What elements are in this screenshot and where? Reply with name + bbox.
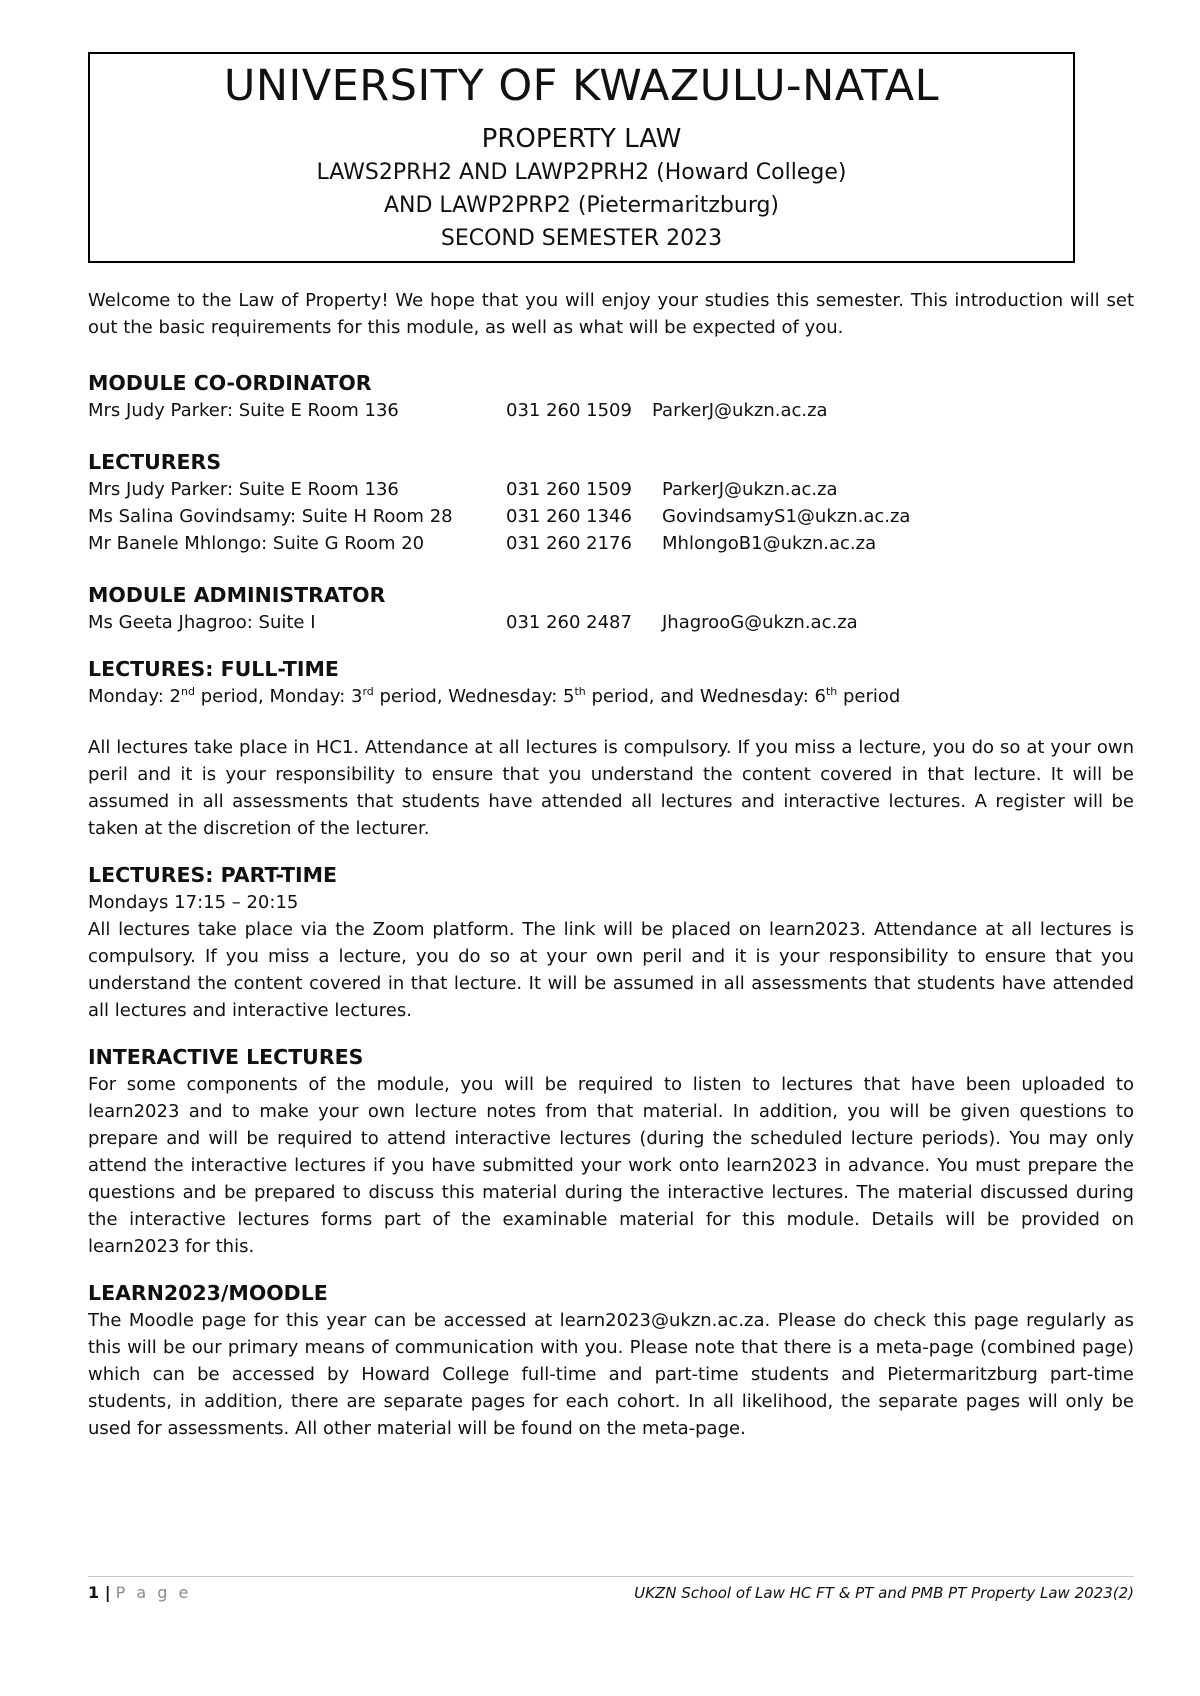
coordinator-row	[88, 397, 1134, 424]
contact-phone: 031 260 2176	[506, 533, 632, 554]
title-box	[88, 52, 1075, 263]
intro-paragraph: Welcome to the Law of Property! We hope that you will enjoy your studies this semester. This introduction will set out the basic requirements for this module, as well as what will be expected of you.	[88, 290, 1134, 338]
lecturers-heading: LECTURERS	[88, 450, 222, 474]
footer-document-title: UKZN School of Law HC FT & PT and PMB PT Property Law 2023(2)	[634, 1584, 1134, 1602]
page-footer	[88, 1576, 1134, 1604]
lectures-parttime-time: Mondays 17:15 – 20:15	[88, 892, 299, 913]
footer-page-label	[88, 1582, 191, 1604]
contact-phone: 031 260 2487	[506, 612, 632, 633]
contact-name: Ms Salina Govindsamy: Suite H Room 28	[88, 506, 453, 527]
lecturer-row	[88, 476, 1134, 503]
module-codes-line2: AND LAWP2PRP2 (Pietermaritzburg)	[383, 193, 780, 218]
interactive-lectures-heading: INTERACTIVE LECTURES	[88, 1045, 364, 1069]
lectures-parttime-section	[88, 861, 1134, 1024]
learn-moodle-heading: LEARN2023/MOODLE	[88, 1281, 328, 1305]
administrator-heading: MODULE ADMINISTRATOR	[88, 583, 386, 607]
learn-moodle-text: The Moodle page for this year can be accessed at learn2023@ukzn.ac.za. Please do check this page regularly as this will be our primary means of communication with you. Please note that there is a meta-page (combined page) which can be accessed by Howard College full-time and part-time students and Pietermaritzburg part-time students, in addition, there are separate pages for each cohort. In all likelihood, the separate pages will only be used for assessments. All other material will be found on the meta-page.	[88, 1310, 1134, 1439]
lecturer-row	[88, 530, 1134, 557]
page-number: 1 |	[88, 1583, 111, 1602]
lecture-schedule: Monday: 2nd period, Monday: 3rd period, Wednesday: 5th period, and Wednesday: 6th period	[88, 685, 901, 707]
contact-phone: 031 260 1509	[506, 400, 632, 421]
lecturer-row	[88, 503, 1134, 530]
contact-name: Mr Banele Mhlongo: Suite G Room 20	[88, 533, 425, 554]
administrator-row	[88, 609, 1134, 636]
contact-name: Mrs Judy Parker: Suite E Room 136	[88, 400, 399, 421]
contact-email: ParkerJ@ukzn.ac.za	[652, 400, 828, 421]
lectures-fulltime-section	[88, 655, 1134, 842]
lectures-fulltime-heading: LECTURES: FULL-TIME	[88, 657, 339, 681]
page-word: P a g e	[115, 1583, 192, 1602]
contact-name: Mrs Judy Parker: Suite E Room 136	[88, 479, 399, 500]
contact-phone: 031 260 1346	[506, 506, 632, 527]
lecturers-section	[88, 448, 1134, 557]
lectures-fulltime-text: All lectures take place in HC1. Attendance at all lectures is compulsory. If you miss a lecture, you do so at your own peril and it is your responsibility to ensure that you understand the content covered in that lecture. It will be assumed in all assessments that students have attended all lectures and interactive lectures. A register will be taken at the discretion of the lecturer.	[88, 737, 1134, 839]
contact-email: ParkerJ@ukzn.ac.za	[662, 479, 838, 500]
coordinator-heading: MODULE CO-ORDINATOR	[88, 371, 372, 395]
administrator-section	[88, 581, 1134, 636]
module-title: PROPERTY LAW	[481, 124, 682, 154]
university-title: UNIVERSITY OF KWAZULU-NATAL	[223, 61, 940, 111]
lectures-parttime-heading: LECTURES: PART-TIME	[88, 863, 337, 887]
lectures-parttime-text: All lectures take place via the Zoom platform. The link will be placed on learn2023. Attendance at all lectures is compulsory. If you miss a lecture, you do so at your own peril and it is your responsibility to ensure that you understand the content covered in that lecture. It will be assumed in all assessments that students have attended all lectures and interactive lectures.	[88, 919, 1134, 1021]
interactive-lectures-section	[88, 1043, 1134, 1260]
contact-email: GovindsamyS1@ukzn.ac.za	[662, 506, 911, 527]
coordinator-section	[88, 369, 1134, 424]
document-page	[88, 52, 1134, 1442]
contact-email: MhlongoB1@ukzn.ac.za	[662, 533, 877, 554]
module-codes-line1: LAWS2PRH2 AND LAWP2PRH2 (Howard College)	[316, 160, 847, 185]
contact-phone: 031 260 1509	[506, 479, 632, 500]
semester-title: SECOND SEMESTER 2023	[440, 226, 723, 251]
contact-name: Ms Geeta Jhagroo: Suite I	[88, 612, 316, 633]
learn-moodle-section	[88, 1279, 1134, 1442]
contact-email: JhagrooG@ukzn.ac.za	[662, 612, 858, 633]
interactive-lectures-text: For some components of the module, you will be required to listen to lectures that have been uploaded to learn2023 and to make your own lecture notes from that material. In addition, you will be given questions to prepare and will be required to attend interactive lectures (during the scheduled lecture periods). You may only attend the interactive lectures if you have submitted your work onto learn2023 in advance. You must prepare the questions and be prepared to discuss this material during the interactive lectures. The material discussed during the interactive lectures forms part of the examinable material for this module. Details will be provided on learn2023 for this.	[88, 1074, 1134, 1257]
